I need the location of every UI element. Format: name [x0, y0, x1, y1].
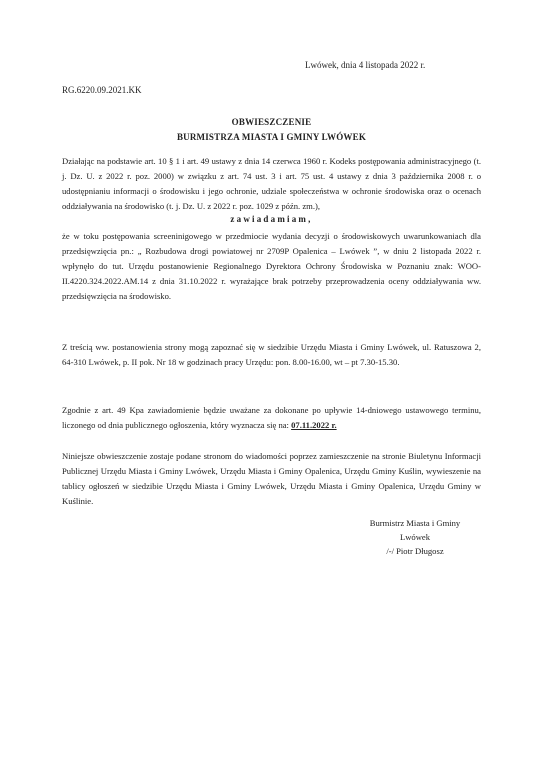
legal-basis-paragraph: Działając na podstawie art. 10 § 1 i art. 49 ustawy z dnia 14 czerwca 1960 r. Kodeks postępowania administracyjnego (t. j. Dz. U. z 2022 r. poz. 2000) w związku z art. 74 ust. 3 i art. 75 ust. 4 ustawy z dnia 3 października 2008 r. o udostępnianiu informacji o środowisku i jego ochronie, udziale społeczeństwa w ochronie środowiska oraz o ocenach oddziaływania na środowisko (t. j. Dz. U. z 2022 r. poz. 1029 z późn. zm.), — [62, 156, 481, 211]
signature-title: Burmistrz Miasta i Gminy — [369, 518, 461, 528]
document-reference: RG.6220.09.2021.KK — [62, 85, 142, 95]
document-title: OBWIESZCZENIE — [231, 117, 312, 127]
signature-block — [345, 516, 485, 558]
announcement-word: zawiadamiam, — [230, 214, 313, 224]
access-paragraph: Z treścią ww. postanowienia strony mogą zapoznać się w siedzibie Urzędu Miasta i Gminy Lwówek, ul. Ratuszowa 2, 64-310 Lwówek, p. II pok. Nr 18 w godzinach pracy Urzędu: pon. 8.00-16.00, wt – pt 7.30-15.30. — [62, 342, 481, 367]
signature-place: Lwówek — [399, 532, 431, 542]
publication-paragraph: Niniejsze obwieszczenie zostaje podane stronom do wiadomości poprzez zamieszczenie na stronie Biuletynu Informacji Publicznej Urzędu Miasta i Gminy Lwówek, Urzędu Miasta i Gminy Opalenica, Urzędu Gminy Kuślin, wywieszenie na tablicy ogłoszeń w siedzibie Urzędu Miasta i Gminy Lwówek, Urzędu Miasta i Gminy Opalenica, Urzędu Gminy w Kuślinie. — [62, 451, 481, 506]
kpa-date: 07.11.2022 r. — [291, 420, 337, 430]
kpa-text: Zgodnie z art. 49 Kpa zawiadomienie będzie uważane za dokonane po upływie 14-dniowego ustawowego terminu, liczonego od dnia publicznego ogłoszenia, który wyznacza się na: — [62, 405, 481, 430]
main-paragraph: że w toku postępowania screeninigowego w przedmiocie wydania decyzji o środowiskowych uwarunkowaniach dla przedsięwzięcia pn.: „ Rozbudowa drogi powiatowej nr 2709P Opalenica – Lwówek ”, w dniu 2 listopada 2022 r. wpłynęło do tut. Urzędu postanowienie Regionalnego Dyrektora Ochrony Środowiska w Poznaniu znak: WOO-II.4220.324.2022.AM.14 z dnia 31.10.2022 r. wyrażające brak potrzeby przeprowadzenia oceny oddziaływania ww. przedsięwzięcia na środowisko. — [62, 231, 481, 301]
signature-name: /-/ Piotr Długosz — [386, 546, 444, 556]
place-date: Lwówek, dnia 4 listopada 2022 r. — [305, 60, 426, 70]
kpa-paragraph — [62, 403, 481, 433]
document-issuer: BURMISTRZA MIASTA I GMINY LWÓWEK — [176, 132, 367, 142]
